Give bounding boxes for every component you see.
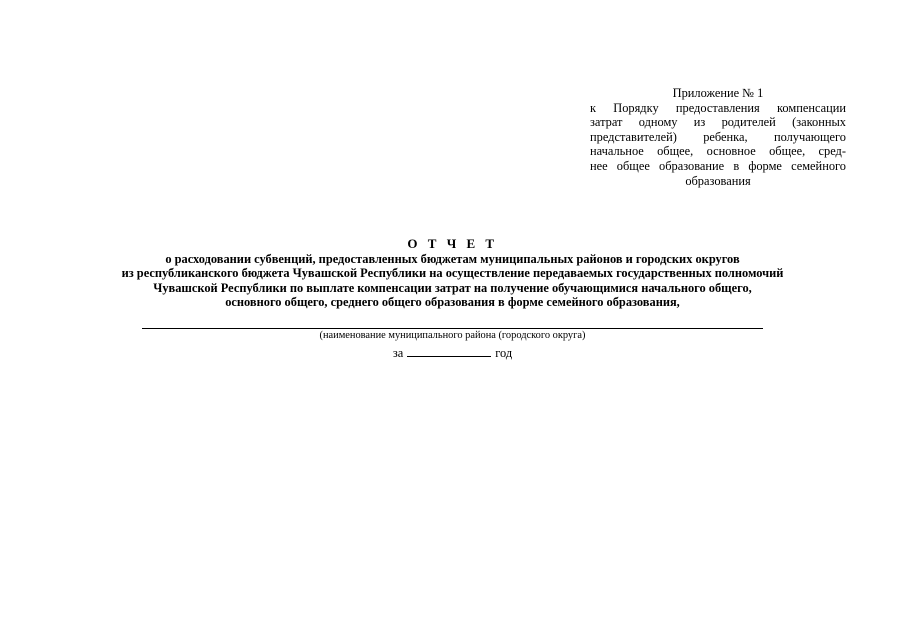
appendix-line: начальное общее, основное общее, сред- [590,144,846,159]
report-heading: О Т Ч Е Т [407,236,498,251]
appendix-line: образования [685,173,751,188]
report-period-line [142,345,763,360]
report-title-block [40,236,865,310]
report-subtitle-line: основного общего, среднего общего образования в форме семейного образования, [225,295,680,310]
appendix-title: Приложение № 1 [672,86,764,100]
appendix-line: нее общее образование в форме семейного [590,158,846,173]
period-year-blank [407,345,491,357]
report-subtitle-line: из республиканского бюджета Чувашской Республики на осуществление передаваемых государственных полномочий [121,266,784,281]
municipality-name-underline [142,328,763,329]
appendix-line: к Порядку предоставления компенсации [590,100,846,115]
appendix-block [590,86,846,188]
appendix-line: затрат одному из родителей (законных [590,115,846,130]
period-suffix: год [495,346,513,360]
report-subtitle-line: о расходовании субвенций, предоставленных бюджетам муниципальных районов и городских округов [165,252,740,266]
report-subtitle-line: Чувашской Республики по выплате компенсации затрат на получение обучающимися начального общего, [153,280,752,295]
municipality-name-caption: (наименование муниципального района (городского округа) [319,330,586,341]
appendix-line: представителей) ребенка, получающего [590,129,846,144]
period-prefix: за [392,346,404,360]
